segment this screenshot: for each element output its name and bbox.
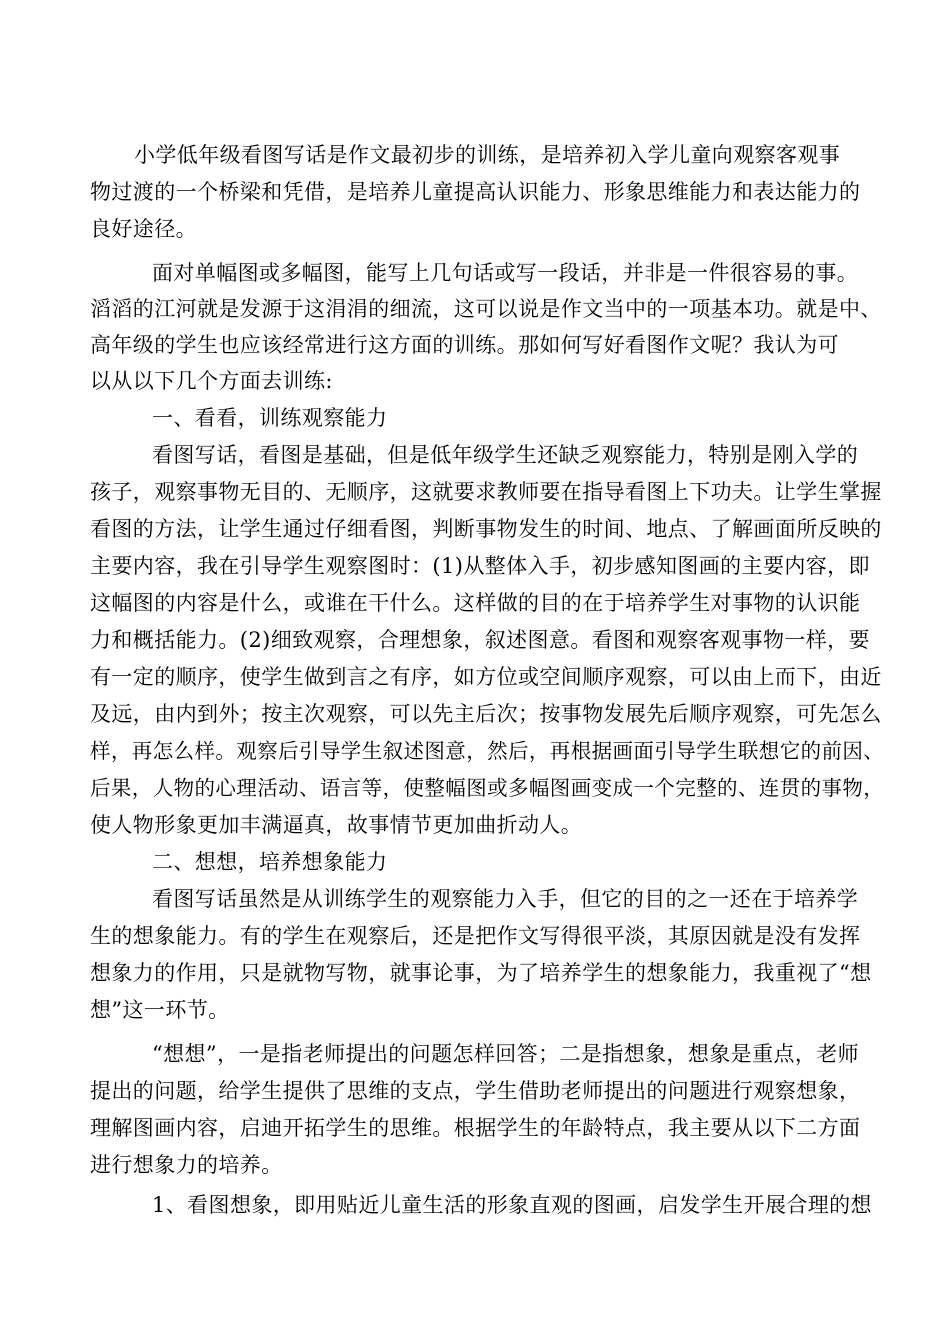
text-line: 以从以下几个方面去训练: — [90, 369, 333, 393]
text-line: 物过渡的一个桥梁和凭借，是培养儿童提高认识能力、形象思维能力和表达能力的 — [90, 180, 861, 204]
text-line: 面对单幅图或多幅图，能写上几句话或写一段话，并非是一件很容易的事。 — [152, 261, 859, 285]
text-line: 这幅图的内容是什么，或谁在干什么。这样做的目的在于培养学生对事物的认识能 — [90, 591, 861, 615]
text-line: 想象力的作用，只是就物写物，就事论事，为了培养学生的想象能力，我重视了“想 — [90, 961, 872, 985]
text-line: 提出的问题，给学生提供了思维的支点，学生借助老师提出的问题进行观察想象， — [90, 1079, 861, 1103]
text-line: “想想”，一是指老师提出的问题怎样回答；二是指想象，想象是重点，老师 — [152, 1042, 860, 1066]
text-line: 看图写话虽然是从训练学生的观察能力入手，但它的目的之一还在于培养学 — [152, 887, 859, 911]
text-line: 样，再怎么样。观察后引导学生叙述图意，然后，再根据画面引导学生联想它的前因、 — [90, 739, 885, 763]
section-heading: 二、想想，培养想象能力 — [152, 850, 388, 874]
text-line: 想”这一环节。 — [90, 998, 230, 1022]
text-line: 高年级的学生也应该经常进行这方面的训练。那如何写好看图作文呢？我认为可 — [90, 333, 839, 357]
text-line: 生的想象能力。有的学生在观察后，还是把作文写得很平淡，其原因就是没有发挥 — [90, 924, 861, 948]
text-line: 看图写话，看图是基础，但是低年级学生还缺乏观察能力，特别是刚入学的 — [152, 443, 859, 467]
text-line: 有一定的顺序，使学生做到言之有序，如方位或空间顺序观察，可以由上而下，由近 — [90, 665, 882, 689]
text-line: 看图的方法，让学生通过仔细看图，判断事物发生的时间、地点、了解画面所反映的 — [90, 517, 882, 541]
text-line: 孩子，观察事物无目的、无顺序，这就要求教师要在指导看图上下功夫。让学生掌握 — [90, 480, 882, 504]
text-line: 使人物形象更加丰满逼真，故事情节更加曲折动人。 — [90, 813, 583, 837]
text-line: 小学低年级看图写话是作文最初步的训练，是培养初入学儿童向观察客观事 — [134, 143, 841, 167]
text-line: 及远，由内到外；按主次观察，可以先主后次；按事物发展先后顺序观察，可先怎么 — [90, 702, 882, 726]
text-line: 主要内容，我在引导学生观察图时：(1)从整体入手，初步感知图画的主要内容，即 — [90, 554, 870, 578]
section-heading: 一、看看，训练观察能力 — [152, 406, 388, 430]
text-line: 理解图画内容，启迪开拓学生的思维。根据学生的年龄特点，我主要从以下二方面 — [90, 1116, 861, 1140]
text-line: 1、看图想象，即用贴近儿童生活的形象直观的图画，启发学生开展合理的想 — [152, 1193, 872, 1217]
text-line: 良好途径。 — [90, 217, 197, 241]
text-line: 后果，人物的心理活动、语言等，使整幅图或多幅图画变成一个完整的、连贯的事物， — [90, 776, 885, 800]
text-line: 进行想象力的培养。 — [90, 1153, 283, 1177]
text-line: 力和概括能力。(2)细致观察，合理想象，叙述图意。看图和观察客观事物一样，要 — [90, 628, 870, 652]
text-line: 滔滔的江河就是发源于这涓涓的细流，这可以说是作文当中的一项基本功。就是中、 — [90, 297, 882, 321]
